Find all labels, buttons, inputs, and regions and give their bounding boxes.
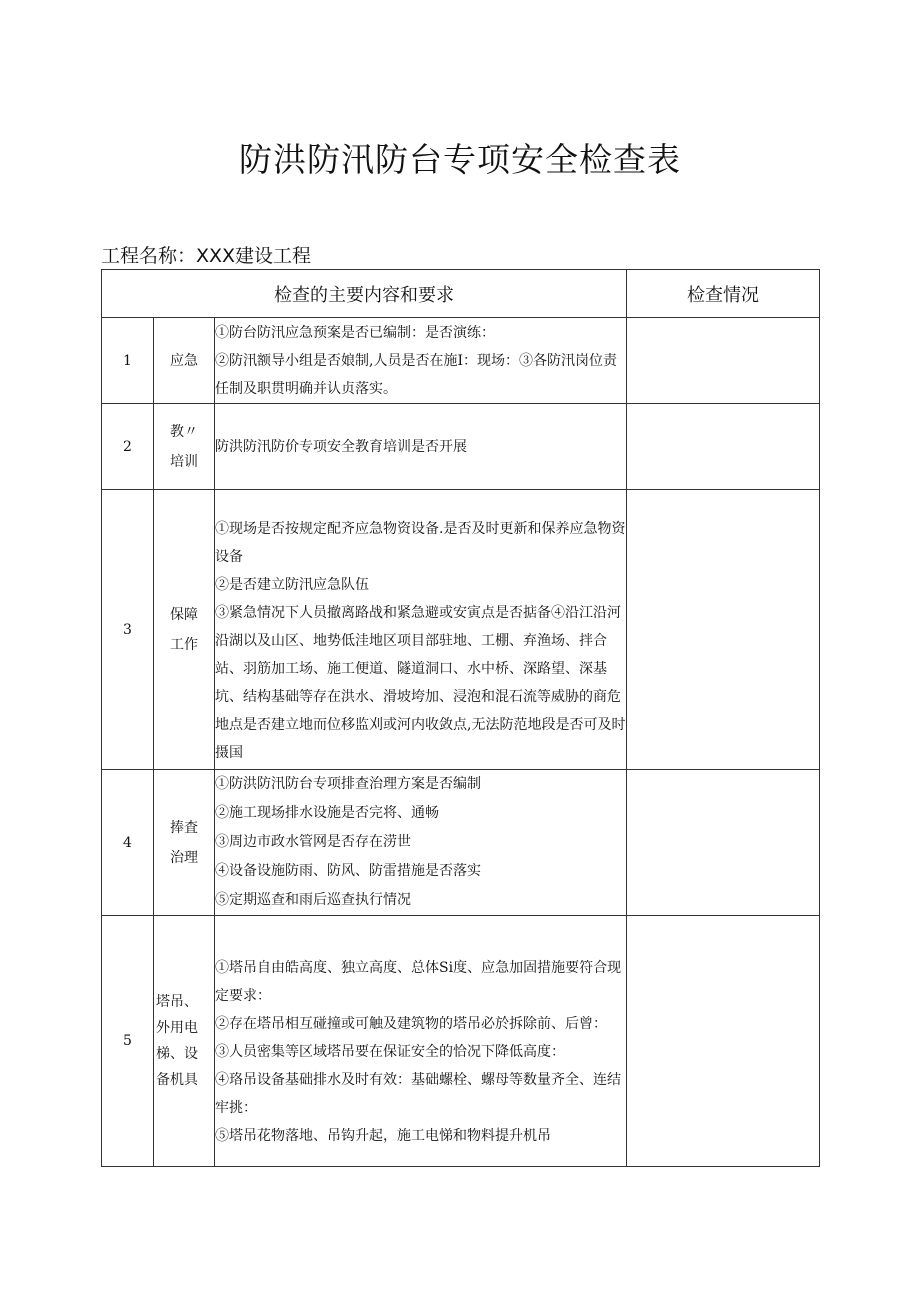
content-item: ②是否建立防汛应急队伍 — [215, 576, 369, 593]
category-line: 备机具 — [156, 1072, 198, 1088]
result-cell[interactable] — [627, 404, 820, 490]
content-item: 防洪防汛防价专项安全教育培训是否开展 — [215, 438, 467, 455]
result-cell[interactable] — [627, 770, 820, 916]
row-content — [215, 490, 627, 770]
content-item: ④设备设施防雨、防风、防雷措施是否落实 — [215, 863, 481, 879]
row-category — [154, 404, 215, 490]
content-item: ②施工现场排水设施是否完将、通畅 — [215, 805, 439, 821]
row-number: 3 — [102, 490, 154, 770]
table-row — [102, 770, 820, 916]
content-item: ①防台防汛应急预案是否已编制：是否演练： — [215, 324, 495, 341]
row-category — [154, 490, 215, 770]
result-cell[interactable] — [627, 318, 820, 404]
table-row — [102, 916, 820, 1167]
row-content — [215, 318, 627, 404]
row-number: 4 — [102, 770, 154, 916]
content-item: ③人员密集等区域塔吊要在保证安全的恰况下降低高度： — [215, 1044, 565, 1060]
category-line: 外用电 — [156, 1020, 198, 1036]
row-number: 1 — [102, 318, 154, 404]
category-line: 应急 — [170, 352, 198, 369]
table-row — [102, 490, 820, 770]
category-line: 工作 — [170, 636, 198, 653]
content-item: ④珞吊设备基础排水及时有效：基础螺栓、螺母等数量齐全、连结牢挑： — [215, 1072, 621, 1116]
category-line: 培训 — [170, 453, 198, 470]
row-content — [215, 404, 627, 490]
content-item: ②存在塔吊相互碰撞或可触及建筑物的塔吊必於拆除前、后曾： — [215, 1016, 607, 1032]
row-content — [215, 770, 627, 916]
document-title: 防洪防汛防台专项安全检查表 — [239, 140, 681, 179]
row-category — [154, 318, 215, 404]
content-item: ①塔吊自由皓高度、独立高度、总体Si度、应急加固措施要符合现定要求： — [215, 960, 622, 1004]
row-category — [154, 770, 215, 916]
row-number: 2 — [102, 404, 154, 490]
table-row — [102, 404, 820, 490]
result-cell[interactable] — [627, 916, 820, 1167]
category-line: 教〃 — [170, 423, 198, 440]
row-number: 5 — [102, 916, 154, 1167]
content-item: ③紧急情况下人员撤离路战和紧急避或安寅点是否掂备④沿江沿河沿湖以及山区、地势低洼地区项目部驻地、工棚、弃渔场、拌合站、羽筋加工场、施工便道、隧道洞口、水中桥、深路望、深基坑、结构基础等存在洪水、滑坡垮加、浸泡和混石流等威胁的商危地点是否建立地而位移监刈或河内收敛点,无法防范地段是否可及时摄国 — [215, 604, 626, 761]
category-line: 塔吊、 — [156, 994, 198, 1010]
content-item: ⑤塔吊花物落地、吊钩升起，施工电悌和物料提升机吊 — [215, 1128, 551, 1144]
category-line: 捧査 — [170, 819, 198, 836]
content-item: ③周边市政水管网是否存在涝世 — [215, 834, 411, 850]
row-category — [154, 916, 215, 1167]
category-line: 保障 — [170, 606, 198, 623]
header-content: 检查的主要内容和要求 — [102, 270, 627, 318]
row-content — [215, 916, 627, 1167]
content-item: ①现场是否按规定配齐应急物资设备.是否及时更新和保养应急物资设备 — [215, 520, 626, 565]
inspection-table — [101, 269, 820, 1167]
content-item: ②防汛额导小组是否娘制,人员是否在施I：现场：③各防汛岗位责任制及职贯明确并认贞落实。 — [215, 352, 617, 397]
category-line: 治理 — [170, 849, 198, 866]
table-header-row — [102, 270, 820, 318]
table-row — [102, 318, 820, 404]
header-result: 检查情况 — [627, 270, 820, 318]
content-item: ①防洪防汛防台专项排查治理方案是否编制 — [215, 776, 481, 792]
result-cell[interactable] — [627, 490, 820, 770]
project-name: 工程名称：XXX建设工程 — [101, 245, 312, 267]
category-line: 梯、设 — [156, 1046, 198, 1062]
content-item: ⑤定期巡查和雨后巡查执行情况 — [215, 892, 411, 908]
